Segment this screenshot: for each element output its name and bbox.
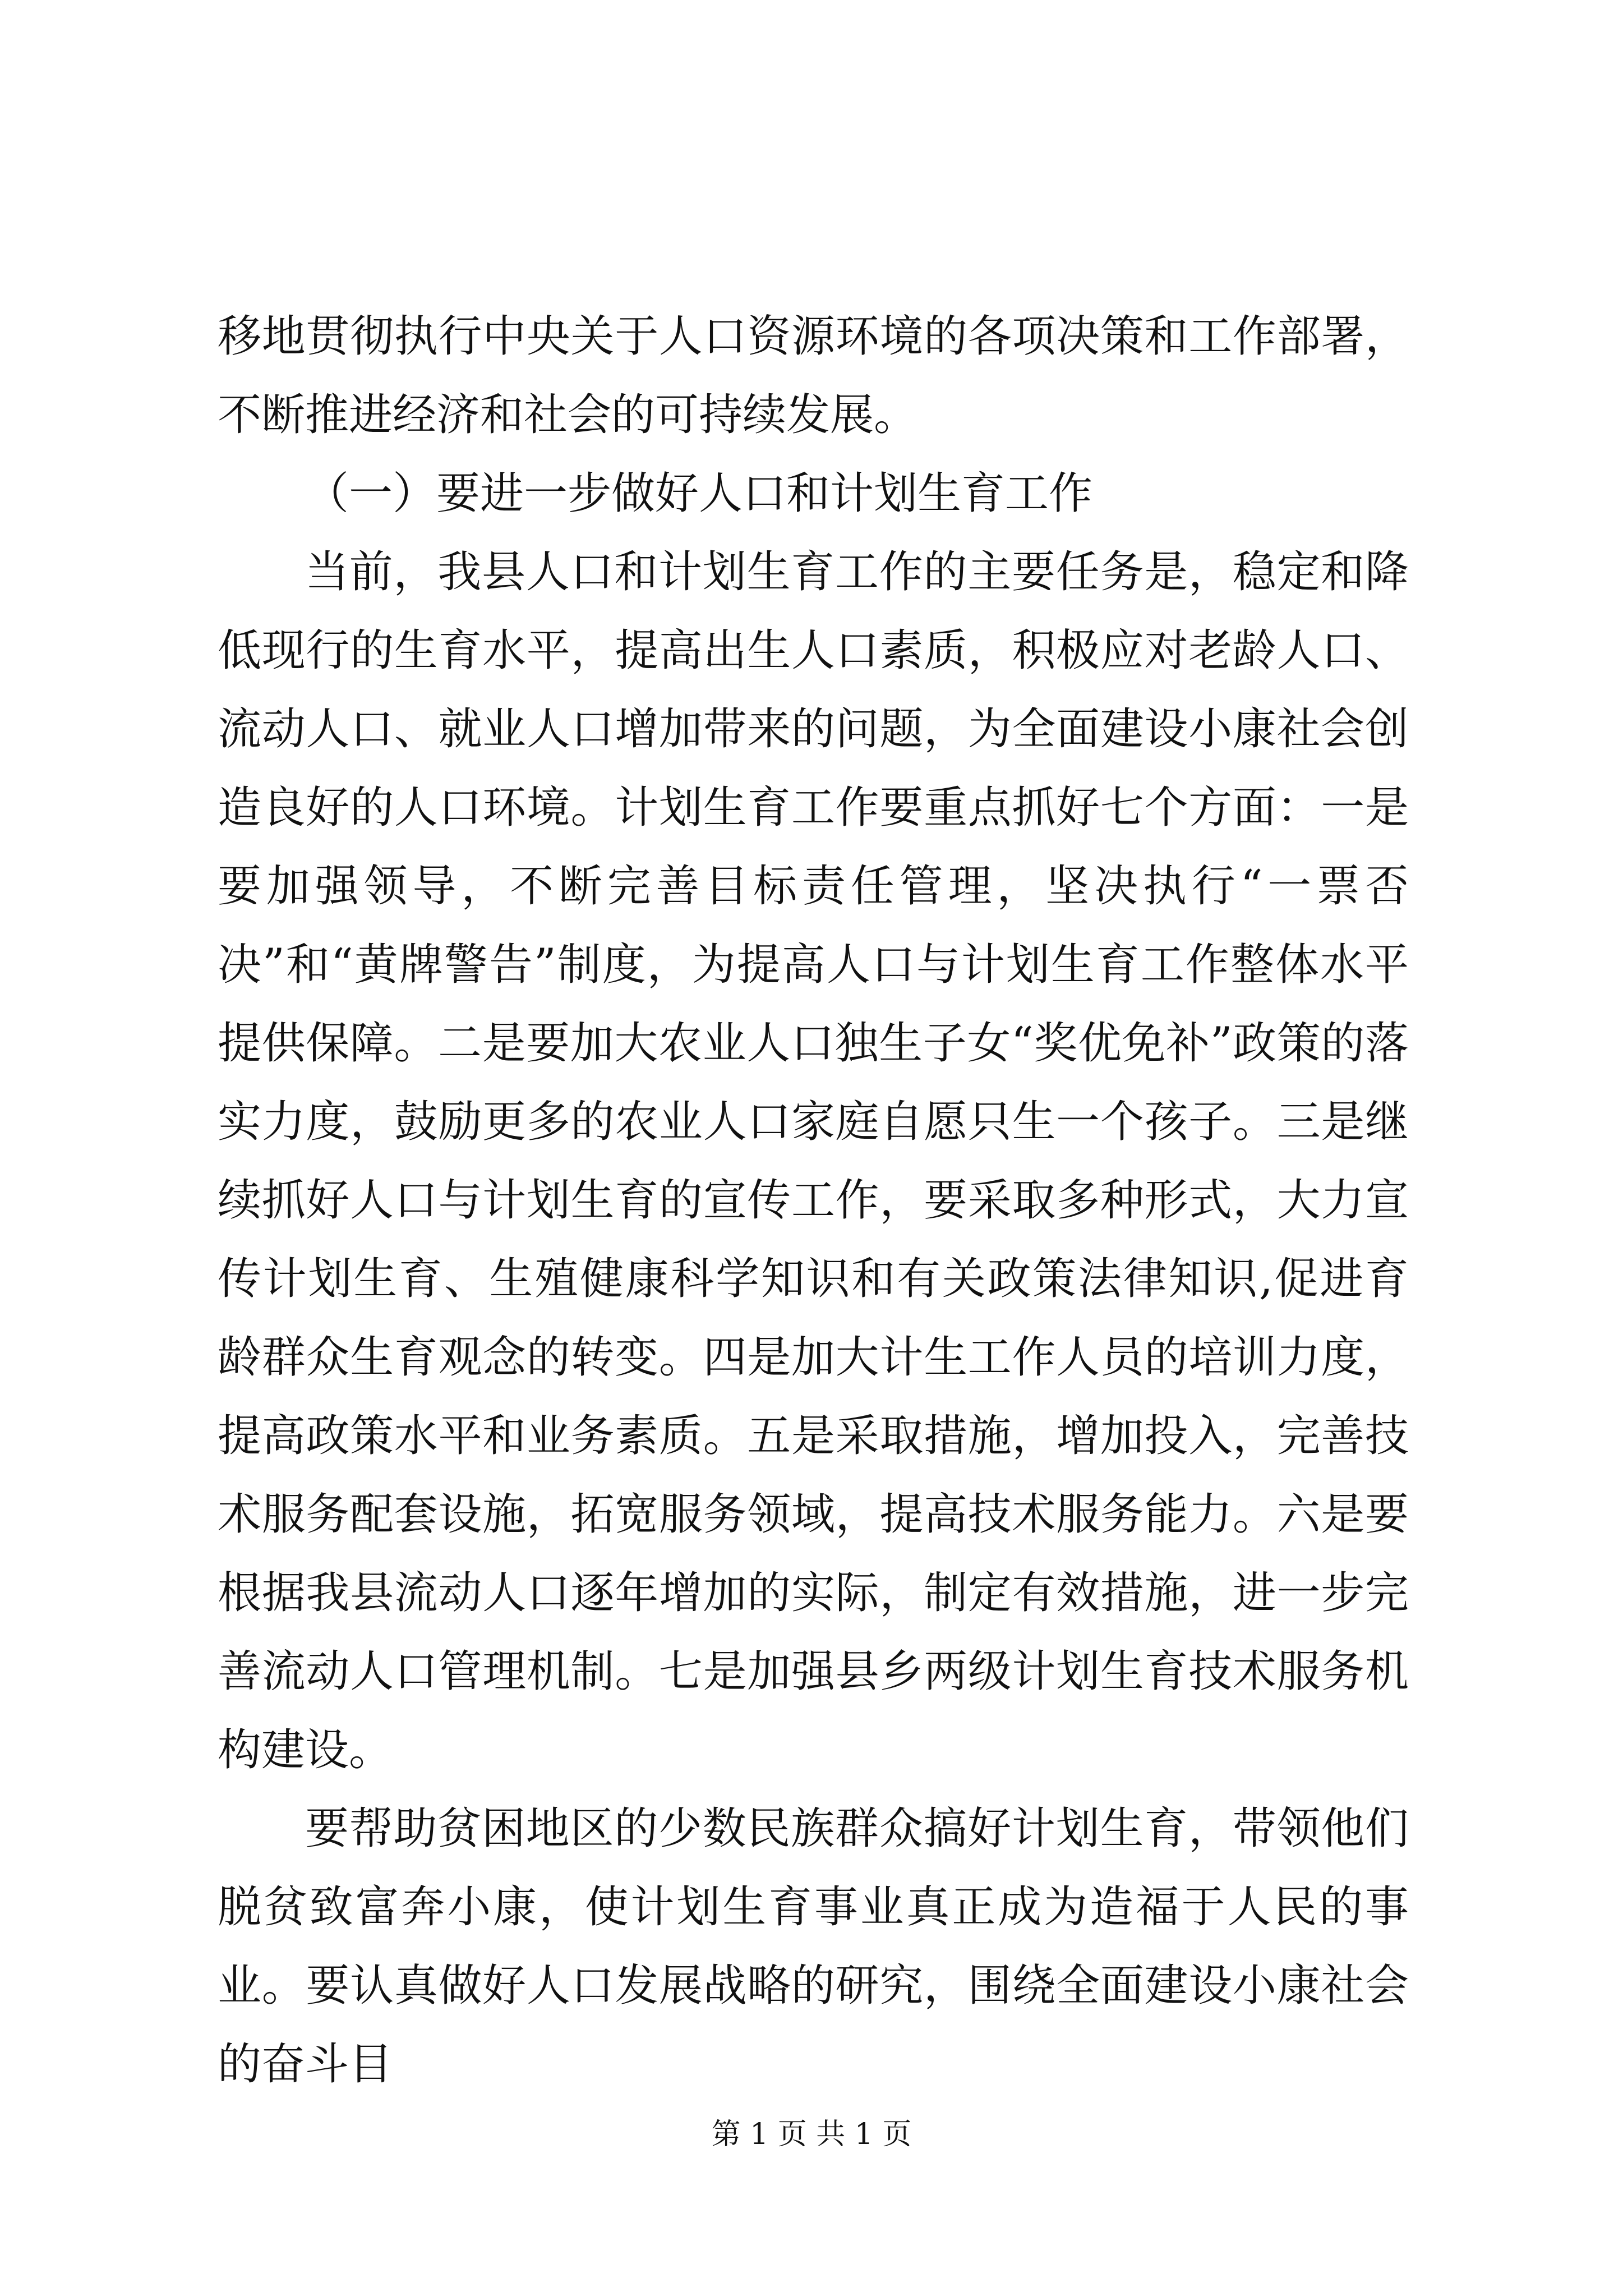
paragraph-continuation: 移地贯彻执行中央关于人口资源环境的各项决策和工作部署，不断推进经济和社会的可持续发展。: [218, 311, 1409, 440]
paragraph-body: 当前，我县人口和计划生育工作的主要任务是，稳定和降低现行的生育水平，提高出生人口素质，积极应对老龄人口、流动人口、就业人口增加带来的问题，为全面建设小康社会创造良好的人口环境。计划生育工作要重点抓好七个方面：一是要加强领导，不断完善目标责任管理，坚决执行“一票否决”和“黄牌警告”制度，为提高人口与计划生育工作整体水平提供保障。二是要加大农业人口独生子女“奖优免补”政策的落实力度，鼓励更多的农业人口家庭自愿只生一个孩子。三是继续抓好人口与计划生育的宣传工作，要采取多种形式，大力宣传计划生育、生殖健康科学知识和有关政策法律知识,促进育龄群众生育观念的转变。四是加大计生工作人员的培训力度，提高政策水平和业务素质。五是采取措施，增加投入，完善技术服务配套设施，拓宽服务领域，提高技术服务能力。六是要根据我县流动人口逐年增加的实际，制定有效措施，进一步完善流动人口管理机制。七是加强县乡两级计划生育技术服务机构建设。: [218, 547, 1409, 1775]
document-body: [218, 297, 1409, 2104]
paragraph-body: 要帮助贫困地区的少数民族群众搞好计划生育，带领他们脱贫致富奔小康，使计划生育事业真正成为造福于人民的事业。要认真做好人口发展战略的研究，围绕全面建设小康社会的奋斗目: [218, 1803, 1409, 2090]
section-heading: （一）要进一步做好人口和计划生育工作: [305, 468, 1093, 519]
page-footer: 第 1 页 共 1 页: [711, 2118, 912, 2151]
